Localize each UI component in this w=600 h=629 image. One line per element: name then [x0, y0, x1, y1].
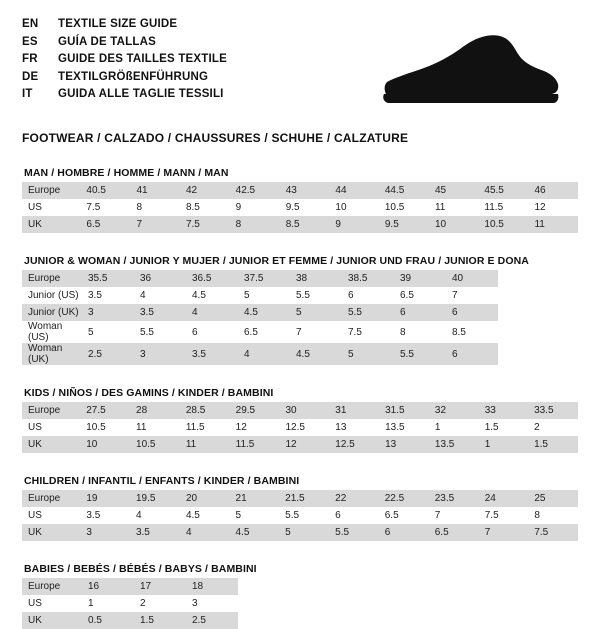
size-cell: 8.5 [180, 199, 230, 216]
size-cell: 13.5 [429, 436, 479, 453]
row-label: Europe [22, 182, 80, 199]
size-cell: 31 [329, 402, 379, 419]
size-cell: 10.5 [80, 419, 130, 436]
size-cell: 9 [329, 216, 378, 233]
size-cell: 1 [479, 436, 528, 453]
size-cell: 4.5 [290, 343, 342, 365]
size-cell: 13 [329, 419, 379, 436]
size-cell: 4 [186, 304, 238, 321]
size-cell: 11 [528, 216, 578, 233]
size-cell: 9.5 [280, 199, 330, 216]
size-group-title: KIDS / NIÑOS / DES GAMINS / KINDER / BAMBINI [24, 387, 274, 399]
size-cell: 6 [329, 507, 379, 524]
size-cell: 41 [131, 182, 180, 199]
size-cell: 10.5 [478, 216, 528, 233]
language-code: DE [22, 70, 39, 83]
size-cell: 27.5 [80, 402, 130, 419]
size-cell: 2 [528, 419, 578, 436]
size-cell: 7 [290, 321, 342, 343]
size-cell: 5 [342, 343, 394, 365]
row-label: UK [22, 524, 80, 541]
language-row [22, 51, 227, 69]
size-cell: 8.5 [446, 321, 498, 343]
language-title: TEXTILE SIZE GUIDE [58, 18, 178, 30]
section-title: FOOTWEAR / CALZADO / CHAUSSURES / SCHUHE / CALZATURE [22, 131, 409, 145]
size-cell: 42 [180, 182, 230, 199]
size-cell: 11 [180, 436, 230, 453]
table-row [22, 216, 578, 233]
size-table [22, 490, 578, 541]
size-cell: 38.5 [342, 270, 394, 287]
size-cell: 13.5 [379, 419, 429, 436]
size-cell: 40 [446, 270, 498, 287]
row-label: Woman (US) [22, 321, 82, 343]
size-cell: 5.5 [134, 321, 186, 343]
size-cell: 7 [446, 287, 498, 304]
size-cell: 5 [238, 287, 290, 304]
size-cell: 9 [230, 199, 280, 216]
size-cell: 22 [329, 490, 379, 507]
size-cell: 36.5 [186, 270, 238, 287]
row-label: UK [22, 436, 80, 453]
language-title: GUIDE DES TAILLES TEXTILE [58, 53, 227, 65]
row-label: Europe [22, 270, 82, 287]
language-title: TEXTILGRÖßENFÜHRUNG [58, 70, 209, 83]
size-cell: 7.5 [180, 216, 230, 233]
size-cell: 33 [479, 402, 528, 419]
language-titles [22, 16, 227, 104]
size-table [22, 578, 238, 629]
size-group [22, 255, 578, 365]
size-cell: 3 [186, 595, 238, 612]
table-row [22, 490, 578, 507]
size-cell: 8 [230, 216, 280, 233]
size-cell: 6 [446, 304, 498, 321]
size-cell: 8.5 [280, 216, 330, 233]
size-cell: 20 [180, 490, 230, 507]
size-cell: 5 [82, 321, 134, 343]
size-cell: 4.5 [186, 287, 238, 304]
size-cell: 3.5 [130, 524, 180, 541]
size-group-title: BABIES / BEBÉS / BÉBÉS / BABYS / BAMBINI [24, 563, 257, 575]
size-cell: 1.5 [479, 419, 528, 436]
size-cell: 3.5 [134, 304, 186, 321]
size-cell: 16 [82, 578, 134, 595]
table-row [22, 612, 238, 629]
size-cell: 7 [479, 524, 529, 541]
size-cell: 4 [130, 507, 180, 524]
size-cell: 6.5 [379, 507, 429, 524]
row-label: UK [22, 612, 82, 629]
size-cell: 4 [180, 524, 230, 541]
size-cell: 6 [446, 343, 498, 365]
size-cell: 12 [230, 419, 280, 436]
size-cell: 37.5 [238, 270, 290, 287]
row-label: US [22, 507, 80, 524]
table-row [22, 419, 578, 436]
size-cell: 35.5 [82, 270, 134, 287]
row-label: UK [22, 216, 80, 233]
dress-shoe-icon [376, 32, 560, 113]
row-label: Europe [22, 402, 80, 419]
size-cell: 11 [130, 419, 180, 436]
size-tables [22, 167, 578, 629]
size-cell: 12 [528, 199, 578, 216]
size-cell: 5.5 [290, 287, 342, 304]
size-cell: 7.5 [80, 199, 130, 216]
language-code: ES [22, 35, 38, 48]
size-group-title: JUNIOR & WOMAN / JUNIOR Y MUJER / JUNIOR ET FEMME / JUNIOR UND FRAU / JUNIOR E DONA [24, 255, 529, 267]
table-row [22, 343, 498, 365]
size-cell: 7.5 [528, 524, 578, 541]
size-cell: 12.5 [279, 419, 329, 436]
table-row [22, 507, 578, 524]
row-label: Junior (US) [22, 287, 82, 304]
size-cell: 8 [528, 507, 578, 524]
language-code: IT [22, 88, 33, 100]
size-table [22, 182, 578, 233]
size-cell: 10.5 [130, 436, 180, 453]
size-cell: 5 [290, 304, 342, 321]
size-cell: 38 [290, 270, 342, 287]
size-cell: 45.5 [478, 182, 528, 199]
language-row [22, 69, 227, 87]
size-cell: 6 [379, 524, 429, 541]
size-cell: 2 [134, 595, 186, 612]
size-cell: 10 [429, 216, 478, 233]
size-cell: 3 [80, 524, 130, 541]
language-title: GUÍA DE TALLAS [58, 35, 156, 48]
size-cell: 5 [279, 524, 329, 541]
size-cell: 4 [238, 343, 290, 365]
size-cell: 31.5 [379, 402, 429, 419]
table-row [22, 270, 498, 287]
size-cell: 4.5 [238, 304, 290, 321]
size-group [22, 475, 578, 541]
size-cell: 24 [479, 490, 529, 507]
language-code: FR [22, 53, 38, 65]
size-cell: 36 [134, 270, 186, 287]
table-row [22, 595, 238, 612]
size-cell: 18 [186, 578, 238, 595]
size-cell: 12.5 [329, 436, 379, 453]
size-cell: 8 [131, 199, 180, 216]
size-cell: 2.5 [82, 343, 134, 365]
size-cell: 28 [130, 402, 180, 419]
size-cell: 6 [186, 321, 238, 343]
size-cell: 19 [80, 490, 130, 507]
size-cell: 3.5 [82, 287, 134, 304]
size-cell: 3.5 [186, 343, 238, 365]
size-cell: 1.5 [134, 612, 186, 629]
language-code: EN [22, 18, 39, 30]
size-cell: 10 [329, 199, 378, 216]
size-group [22, 563, 578, 629]
size-cell: 46 [528, 182, 578, 199]
size-cell: 9.5 [379, 216, 429, 233]
size-cell: 21 [230, 490, 280, 507]
size-cell: 1.5 [528, 436, 578, 453]
table-row [22, 287, 498, 304]
size-cell: 11.5 [180, 419, 230, 436]
size-cell: 40.5 [80, 182, 130, 199]
size-cell: 5.5 [279, 507, 329, 524]
size-cell: 5.5 [394, 343, 446, 365]
size-cell: 6 [342, 287, 394, 304]
row-label: Junior (UK) [22, 304, 82, 321]
table-row [22, 436, 578, 453]
size-cell: 23.5 [429, 490, 479, 507]
size-cell: 29.5 [230, 402, 280, 419]
size-cell: 4.5 [180, 507, 230, 524]
size-cell: 17 [134, 578, 186, 595]
size-cell: 44 [329, 182, 378, 199]
language-row [22, 16, 227, 34]
language-row [22, 86, 227, 104]
table-row [22, 321, 498, 343]
size-cell: 25 [528, 490, 578, 507]
size-group [22, 167, 578, 233]
size-cell: 5.5 [329, 524, 379, 541]
size-cell: 6.5 [80, 216, 130, 233]
size-group [22, 387, 578, 453]
size-cell: 6.5 [394, 287, 446, 304]
size-cell: 1 [82, 595, 134, 612]
table-row [22, 304, 498, 321]
size-cell: 3 [134, 343, 186, 365]
size-cell: 30 [279, 402, 329, 419]
size-cell: 6 [394, 304, 446, 321]
table-row [22, 402, 578, 419]
table-row [22, 524, 578, 541]
language-title: GUIDA ALLE TAGLIE TESSILI [58, 88, 224, 100]
size-cell: 39 [394, 270, 446, 287]
size-cell: 44.5 [379, 182, 429, 199]
row-label: Woman (UK) [22, 343, 82, 365]
table-row [22, 182, 578, 199]
size-cell: 2.5 [186, 612, 238, 629]
size-cell: 0.5 [82, 612, 134, 629]
size-cell: 5 [230, 507, 280, 524]
size-cell: 12 [279, 436, 329, 453]
row-label: US [22, 199, 80, 216]
size-cell: 5.5 [342, 304, 394, 321]
size-cell: 13 [379, 436, 429, 453]
size-cell: 1 [429, 419, 479, 436]
language-row [22, 34, 227, 52]
size-cell: 3.5 [80, 507, 130, 524]
size-cell: 19.5 [130, 490, 180, 507]
size-table [22, 402, 578, 453]
row-label: US [22, 419, 80, 436]
size-cell: 8 [394, 321, 446, 343]
size-cell: 11.5 [230, 436, 280, 453]
size-cell: 7.5 [479, 507, 529, 524]
size-cell: 11.5 [478, 199, 528, 216]
size-cell: 4 [134, 287, 186, 304]
size-cell: 11 [429, 199, 478, 216]
size-cell: 10 [80, 436, 130, 453]
size-group-title: CHILDREN / INFANTIL / ENFANTS / KINDER / BAMBINI [24, 475, 300, 487]
document-header [22, 16, 578, 113]
size-cell: 42.5 [230, 182, 280, 199]
size-group-title: MAN / HOMBRE / HOMME / MANN / MAN [24, 167, 229, 179]
size-cell: 32 [429, 402, 479, 419]
size-cell: 7 [131, 216, 180, 233]
size-cell: 3 [82, 304, 134, 321]
row-label: US [22, 595, 82, 612]
size-cell: 6.5 [238, 321, 290, 343]
size-cell: 7.5 [342, 321, 394, 343]
row-label: Europe [22, 578, 82, 595]
size-cell: 33.5 [528, 402, 578, 419]
table-row [22, 578, 238, 595]
size-cell: 22.5 [379, 490, 429, 507]
size-cell: 43 [280, 182, 330, 199]
size-cell: 21.5 [279, 490, 329, 507]
size-cell: 4.5 [230, 524, 280, 541]
size-cell: 10.5 [379, 199, 429, 216]
table-row [22, 199, 578, 216]
size-cell: 45 [429, 182, 478, 199]
size-cell: 28.5 [180, 402, 230, 419]
size-cell: 6.5 [429, 524, 479, 541]
size-table [22, 270, 498, 365]
row-label: Europe [22, 490, 80, 507]
size-cell: 7 [429, 507, 479, 524]
